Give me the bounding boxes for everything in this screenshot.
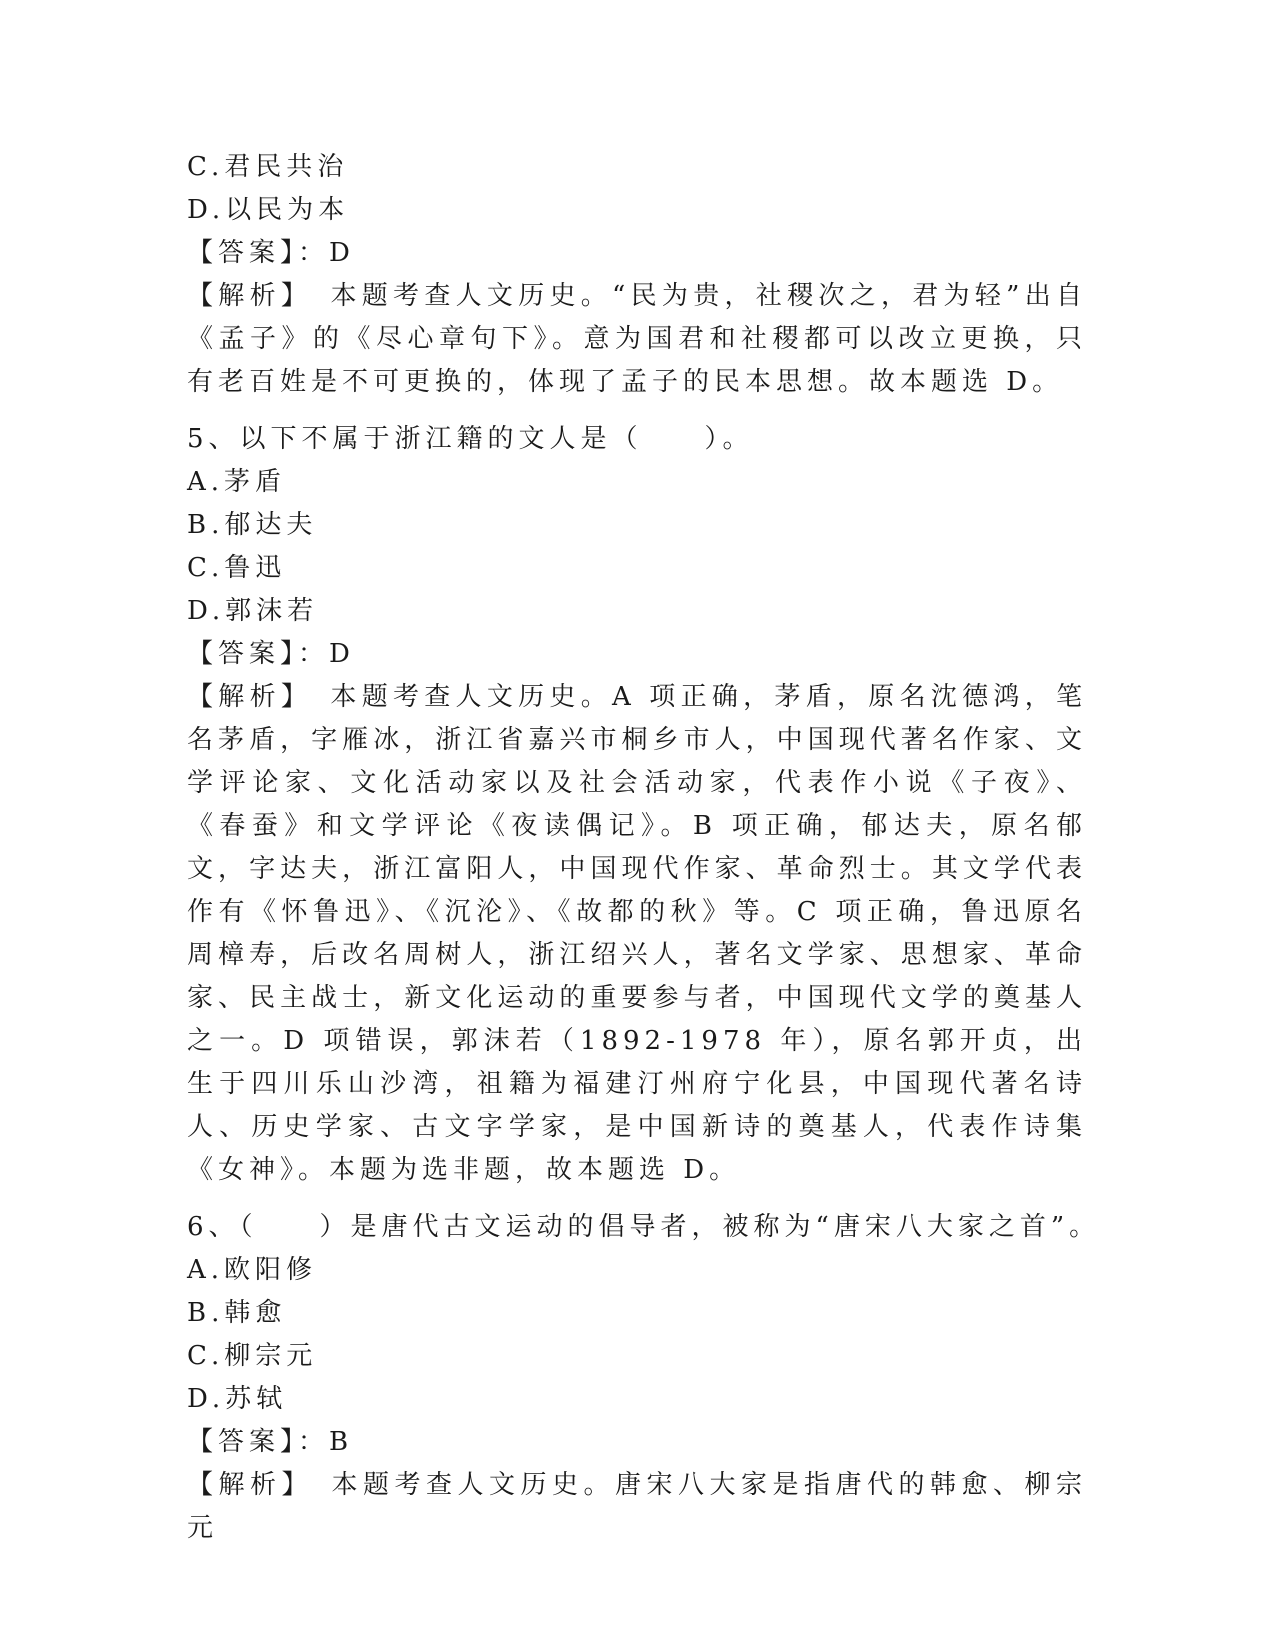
document-page — [187, 146, 1101, 1550]
q5-option-d: D.郭沫若 — [187, 596, 319, 626]
q5-option-a: A.茅盾 — [187, 467, 287, 497]
q5-option-c: C.鲁迅 — [187, 553, 287, 583]
q6-option-a: A.欧阳修 — [187, 1255, 318, 1285]
q5-question: 5、以下不属于浙江籍的文人是（ ）。 — [187, 424, 754, 454]
q4-answer: 【答案】：D — [187, 238, 355, 268]
q4-option-d: D.以民为本 — [187, 195, 350, 225]
q6-question: 6、（ ）是唐代古文运动的倡导者，被称为“唐宋八大家之首”。 — [187, 1212, 1101, 1242]
q5-answer: 【答案】：D — [187, 639, 355, 669]
spacer — [187, 1192, 1087, 1206]
q5-analysis: 【解析】 本题考查人文历史。A 项正确，茅盾，原名沈德鸿，笔名茅盾，字雁冰，浙江省嘉兴市桐乡市人，中国现代著名作家、文学评论家、文化活动家以及社会活动家，代表作小说《子夜》、《春蚕》和文学评论《夜读偶记》。B 项正确，郁达夫，原名郁文，字达夫，浙江富阳人，中国现代作家、革命烈士。其文学代表作有《怀鲁迅》、《沉沦》、《故都的秋》等。C 项正确，鲁迅原名周樟寿，后改名周树人，浙江绍兴人，著名文学家、思想家、革命家、民主战士，新文化运动的重要参与者，中国现代文学的奠基人之一。D 项错误，郭沫若（1892-1978 年），原名郭开贞，出生于四川乐山沙湾，祖籍为福建汀州府宁化县，中国现代著名诗人、历史学家、古文字学家，是中国新诗的奠基人，代表作诗集《女神》。本题为选非题，故本题选 D。 — [187, 682, 1087, 1185]
q6-answer: 【答案】：B — [187, 1427, 354, 1457]
q6-option-d: D.苏轼 — [187, 1384, 288, 1414]
q6-option-b: B.韩愈 — [187, 1298, 287, 1328]
q4-option-c: C.君民共治 — [187, 152, 349, 182]
q5-option-b: B.郁达夫 — [187, 510, 318, 540]
q4-analysis: 【解析】 本题考查人文历史。“民为贵，社稷次之，君为轻”出自《孟子》的《尽心章句下》。意为国君和社稷都可以改立更换，只有老百姓是不可更换的，体现了孟子的民本思想。故本题选 D。 — [187, 281, 1087, 397]
q6-analysis: 【解析】 本题考查人文历史。唐宋八大家是指唐代的韩愈、柳宗元 — [187, 1470, 1087, 1543]
q6-option-c: C.柳宗元 — [187, 1341, 318, 1371]
spacer — [187, 404, 1087, 418]
